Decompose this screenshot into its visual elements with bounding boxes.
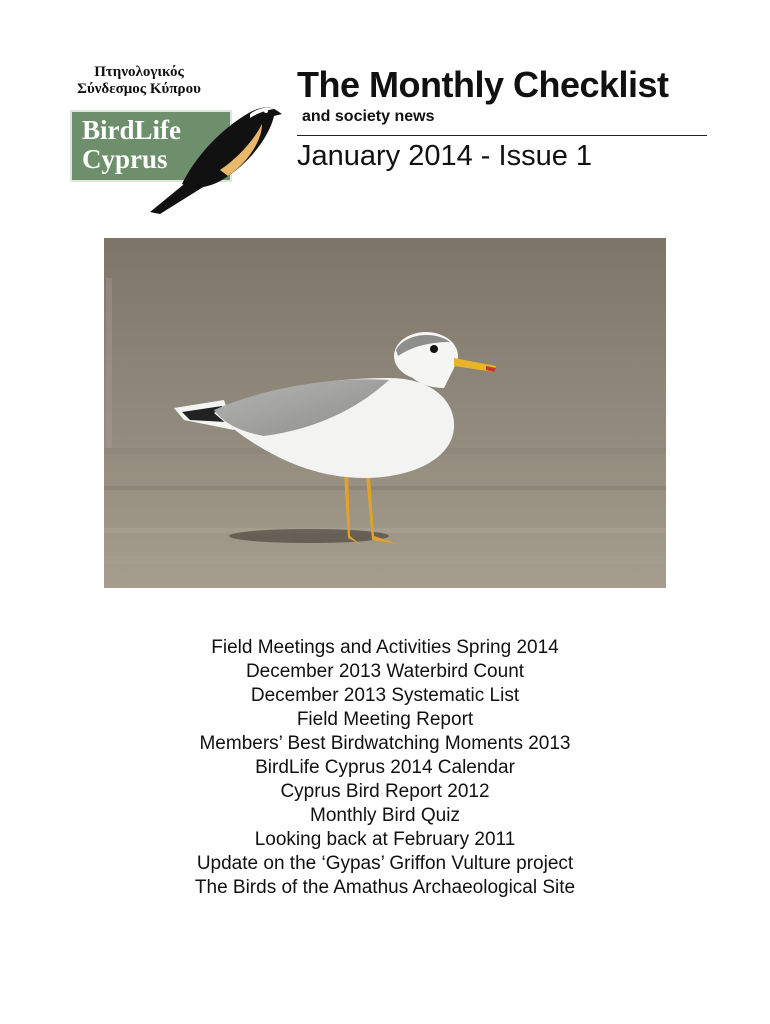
logo-greek-line2: Σύνδεσμος Κύπρου <box>77 81 201 97</box>
contents-item: Cyprus Bird Report 2012 <box>280 781 490 802</box>
contents-item: Monthly Bird Quiz <box>310 805 460 826</box>
cover-photo <box>104 238 666 588</box>
newsletter-title: The Monthly Checklist <box>297 64 669 105</box>
logo-name-line1: BirdLife <box>82 115 181 145</box>
contents-item: Field Meetings and Activities Spring 2014 <box>211 637 559 658</box>
contents-item: BirdLife Cyprus 2014 Calendar <box>255 757 515 778</box>
contents-item: December 2013 Systematic List <box>250 685 520 706</box>
contents-item: Members’ Best Birdwatching Moments 2013 <box>199 733 571 754</box>
birdlife-cyprus-logo <box>64 64 280 214</box>
issue-label: January 2014 - Issue 1 <box>297 140 593 172</box>
contents-item: Update on the ‘Gypas’ Griffon Vulture project <box>196 853 574 874</box>
contents-list <box>0 636 770 900</box>
newsletter-subtitle: and society news <box>302 108 435 125</box>
logo-greek-line1: Πτηνολογικός <box>94 64 184 80</box>
header-divider <box>297 135 707 136</box>
contents-item: Looking back at February 2011 <box>254 829 516 850</box>
contents-item: December 2013 Waterbird Count <box>245 661 525 682</box>
logo-name-line2: Cyprus <box>82 144 168 174</box>
contents-item: Field Meeting Report <box>296 709 474 730</box>
gull-standing-on-mudflat-photo <box>104 238 666 588</box>
contents-item: The Birds of the Amathus Archaeological Site <box>194 877 576 898</box>
wheatear-bird-icon <box>142 84 282 214</box>
